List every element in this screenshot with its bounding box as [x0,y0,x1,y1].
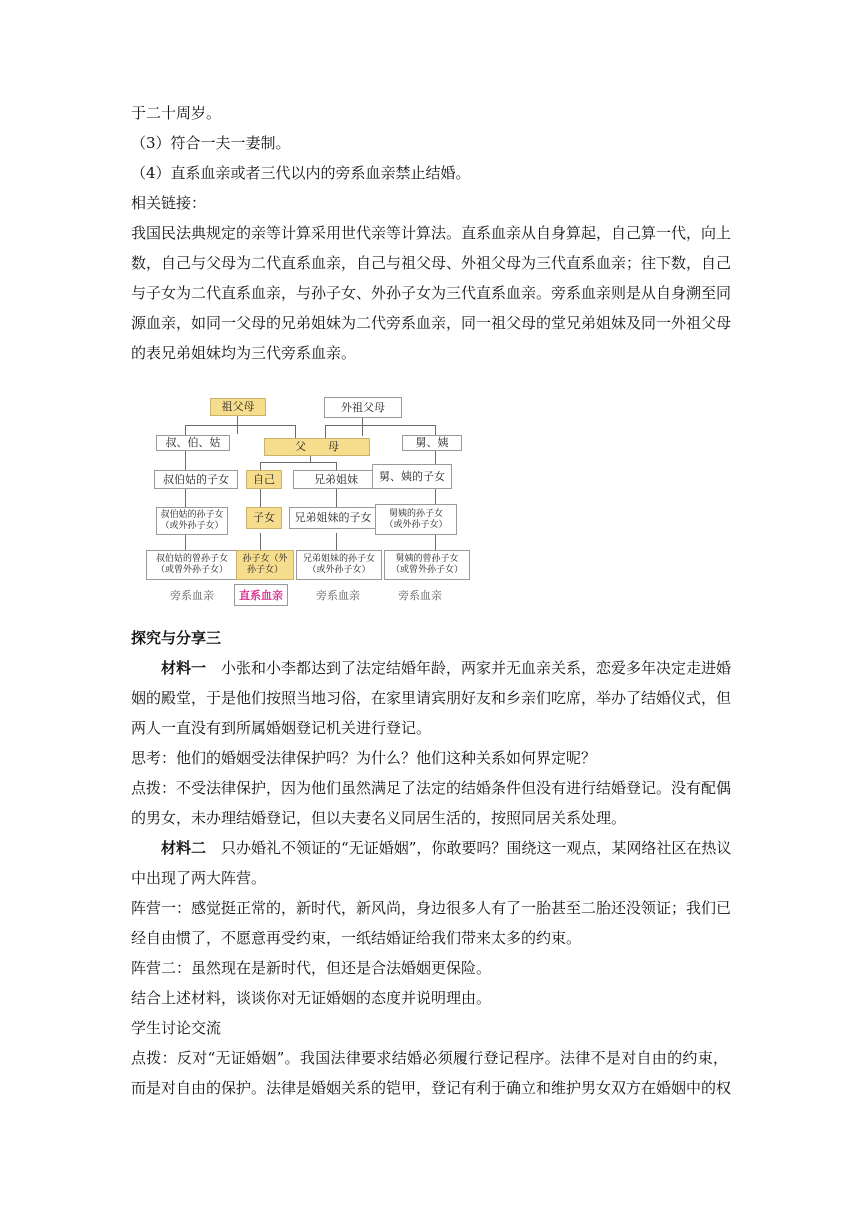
kinship-diagram [140,385,490,605]
label-zhixi: 直系血亲 [234,584,288,606]
question: 思考：他们的婚姻受法律保护吗？为什么？他们这种关系如何界定呢？ [131,749,597,767]
text-line: 于二十周岁。 [131,104,222,122]
answer-line: 的男女，未办理结婚登记，但以夫妻名义同居生活的，按照同居关系处理。 [131,809,627,827]
answer-line: 而是对自由的保护。法律是婚姻关系的铠甲，登记有利于确立和维护男女双方在婚姻中的权 [131,1079,732,1097]
discussion-note: 学生讨论交流 [131,1019,222,1037]
box-xiongdi-sunzinv: 兄弟姐妹的孙子女 （或外孙子女） [296,550,382,580]
box-shubogu-zengsun: 叔伯姑的曾孙子女 （或曾外孙子女） [146,550,238,580]
box-xiongdi-zinv: 兄弟姐妹的子女 [289,507,377,529]
box-zinv: 子女 [246,507,282,529]
material-1 [161,658,732,678]
text-line: 两人一直没有到所属婚姻登记机关进行登记。 [131,719,432,737]
box-jiuyi-zinv: 舅、姨的子女 [372,464,452,489]
camp-1-line: 经自由惯了，不愿意再受约束，一纸结婚证给我们带来太多的约束。 [131,929,582,947]
text-line: 数，自己与父母为二代直系血亲，自己与祖父母、外祖父母为三代直系血亲；往下数，自己 [131,254,732,272]
camp-2: 阵营二：虽然现在是新时代，但还是合法婚姻更保险。 [131,959,492,977]
box-jiuyi: 舅、姨 [402,435,462,451]
answer-line: 点拨：反对“无证婚姻”。我国法律要求结婚必须履行登记程序。法律不是对自由的约束， [131,1049,728,1067]
question: 结合上述材料，谈谈你对无证婚姻的态度并说明理由。 [131,989,492,1007]
box-shubogu-sunzinv: 叔伯姑的孙子女 （或外孙子女） [156,507,228,535]
answer-line: 点拨：不受法律保护，因为他们虽然满足了法定的结婚条件但没有进行结婚登记。没有配偶 [131,779,732,797]
material-label: 材料二 [161,839,207,857]
box-jiuyi-sunzinv: 舅姨的孙子女 （或外孙子女） [375,504,457,535]
material-text: 小张和小李都达到了法定结婚年龄，两家并无血亲关系，恋爱多年决定走进婚 [221,659,732,677]
box-jiuyi-zengsun: 舅姨的曾孙子女 （或曾外孙子女） [384,550,470,580]
text-line: 我国民法典规定的亲等计算采用世代亲等计算法。直系血亲从自身算起，自己算一代，向上 [131,224,732,242]
box-waizufumu: 外祖父母 [324,397,402,418]
text-line: （4）直系血亲或者三代以内的旁系血亲禁止结婚。 [131,164,471,182]
box-xiongdi: 兄弟姐妹 [293,470,379,489]
box-zufumu: 祖父母 [210,398,266,416]
material-label: 材料一 [161,659,207,677]
camp-1-line: 阵营一：感觉挺正常的，新时代，新风尚，身边很多人有了一胎甚至二胎还没领证；我们已 [131,899,732,917]
text-line: 与子女为二代直系血亲，与孙子女、外孙子女为三代直系血亲。旁系血亲则是从自身溯至同 [131,284,732,302]
label-pangxi: 旁系血亲 [316,589,360,602]
text-line: 源血亲，如同一父母的兄弟姐妹为二代旁系血亲，同一祖父母的堂兄弟姐妹及同一外祖父母 [131,314,732,332]
text-line: 的表兄弟姐妹均为三代旁系血亲。 [131,344,357,362]
box-shubogu: 叔、伯、姑 [156,435,230,451]
label-pangxi: 旁系血亲 [170,589,214,602]
text-line: 中出现了两大阵营。 [131,869,267,887]
text-line: （3）符合一夫一妻制。 [131,134,291,152]
box-fumu: 父 母 [264,438,370,456]
material-2 [161,838,732,858]
box-shubogu-zinv: 叔伯姑的子女 [154,470,238,489]
box-ziji: 自己 [246,470,282,489]
section-heading: 探究与分享三 [131,629,222,647]
text-line: 姻的殿堂，于是他们按照当地习俗，在家里请宾朋好友和乡亲们吃席，举办了结婚仪式，但 [131,689,732,707]
label-pangxi: 旁系血亲 [398,589,442,602]
box-sunzinv: 孙子女（外 孙子女） [236,550,294,580]
material-text: 只办婚礼不领证的“无证婚姻”，你敢要吗？围绕这一观点，某网络社区在热议 [221,839,732,857]
text-line: 相关链接： [131,194,207,212]
